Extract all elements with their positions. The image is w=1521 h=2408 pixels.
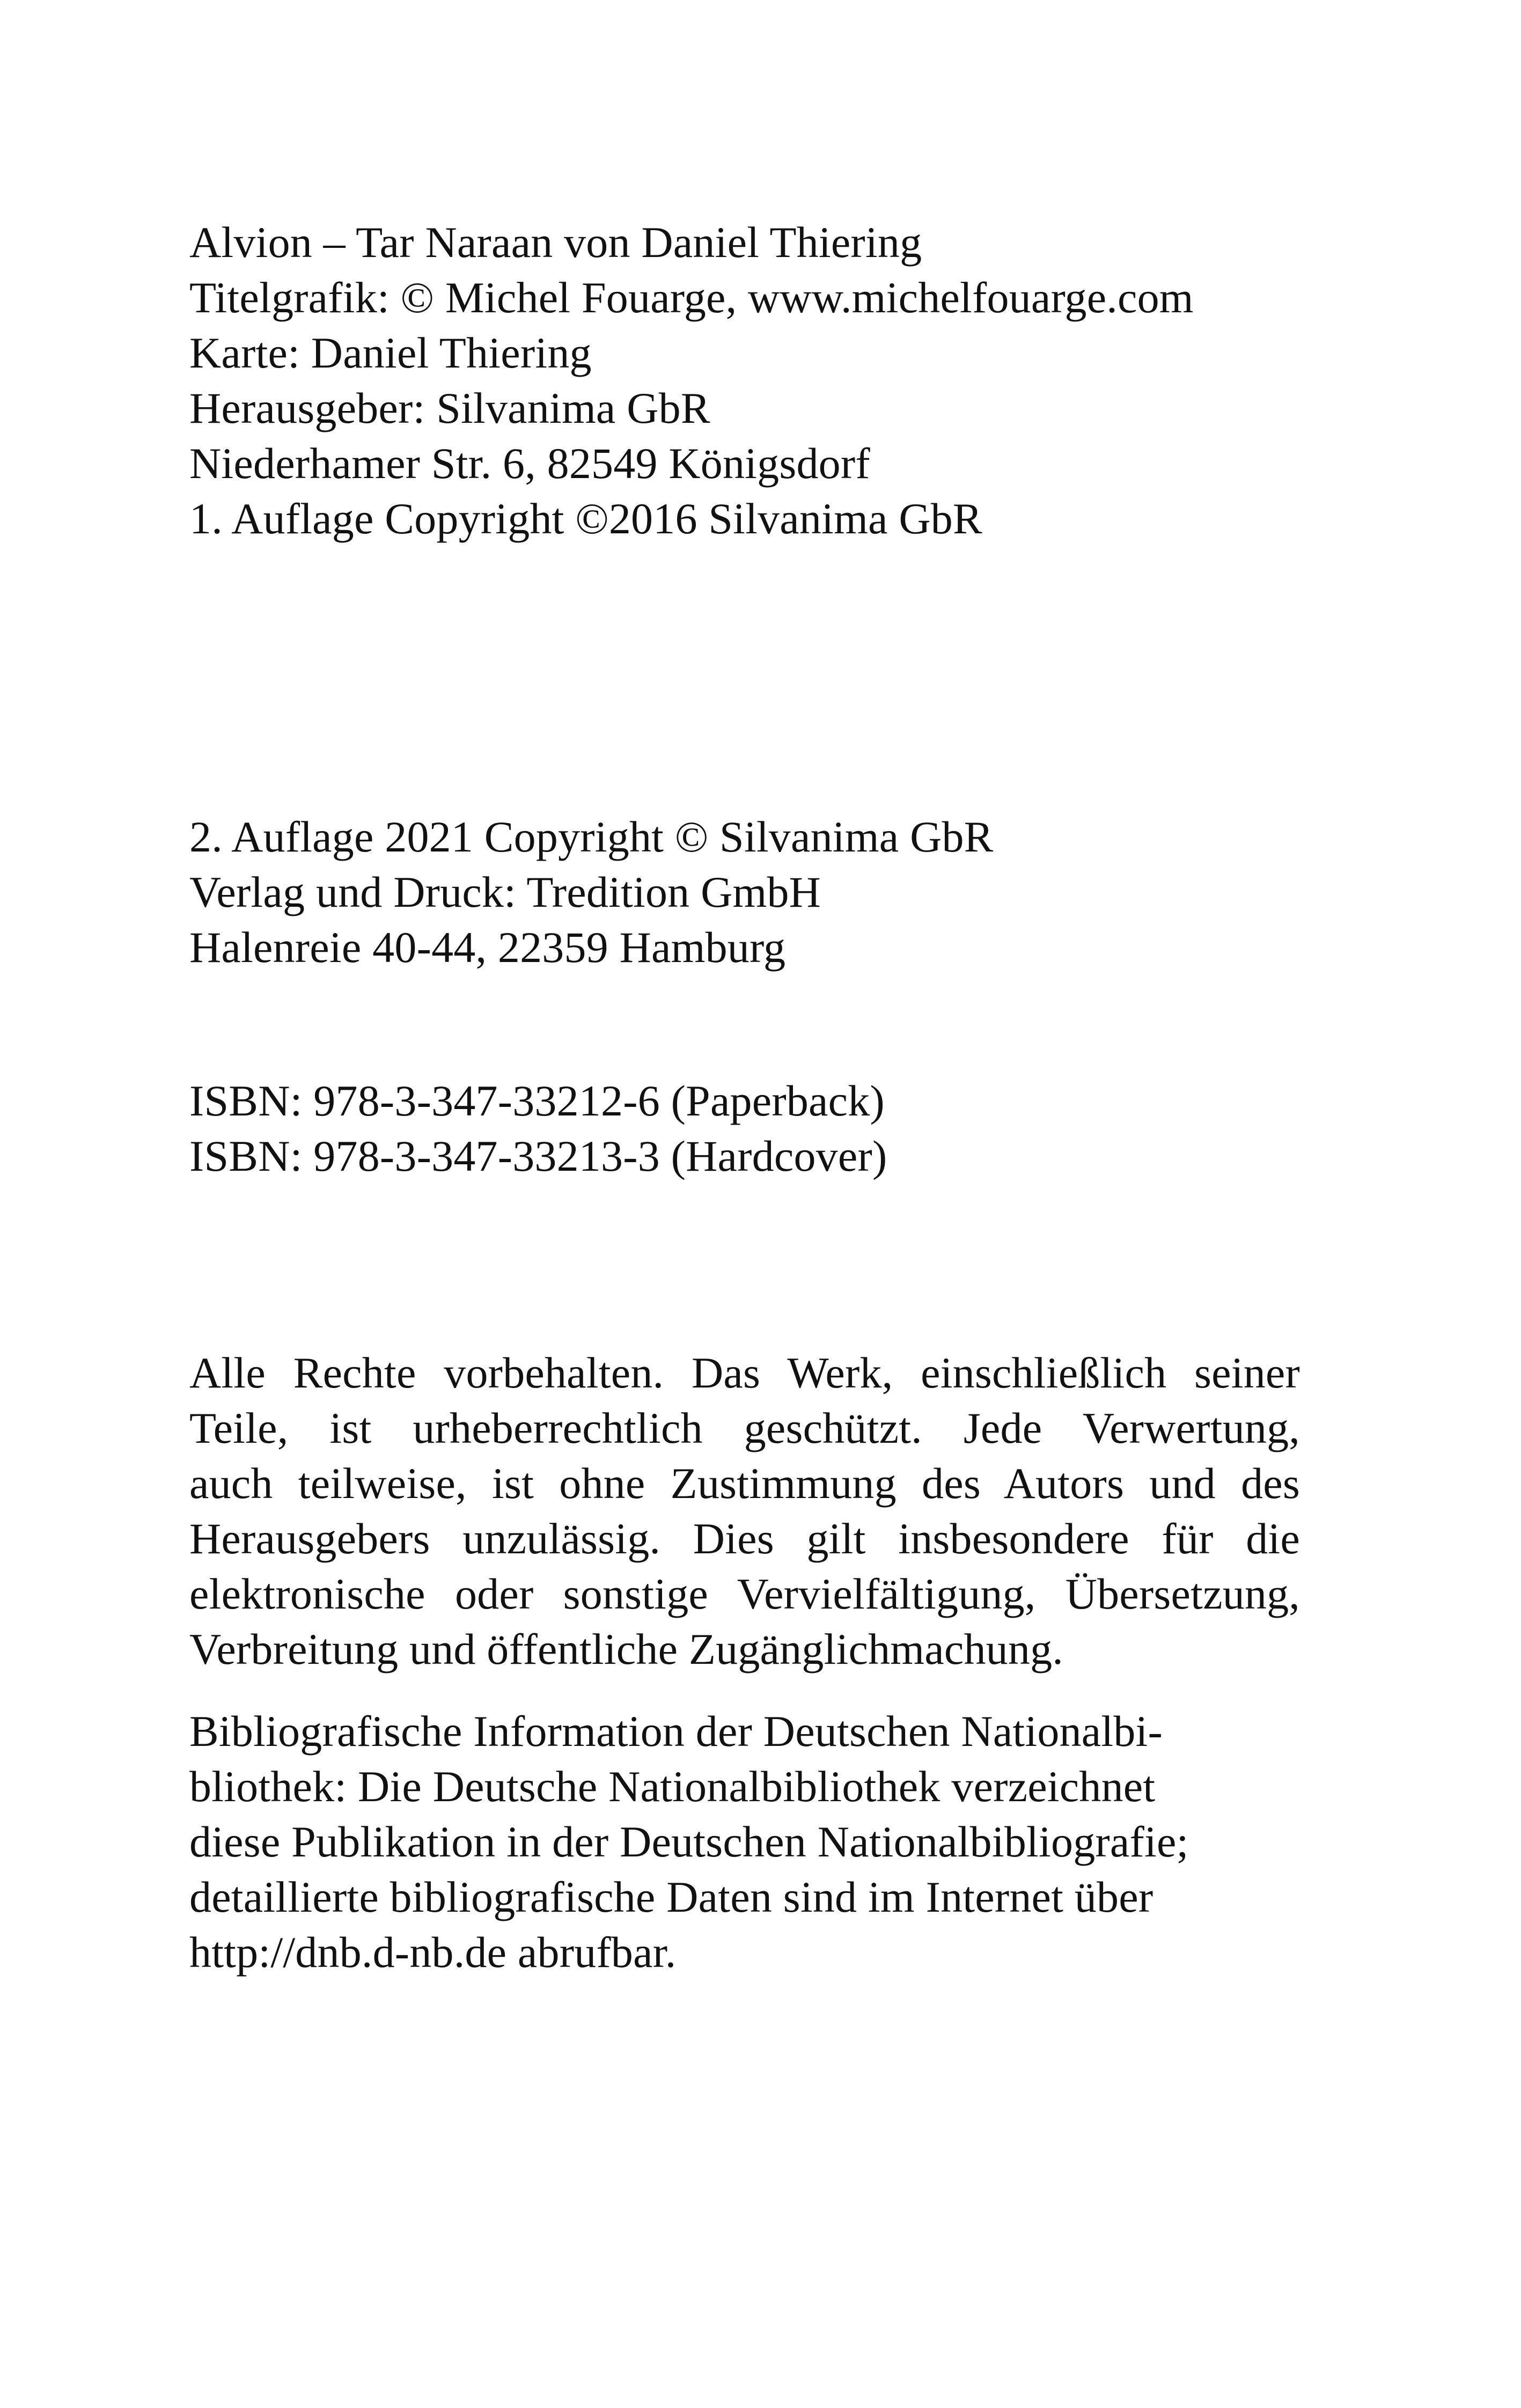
rights-line: Teile, ist urheberrechtlich geschützt. Jede Verwertung, — [189, 1404, 1300, 1452]
printer-line: Verlag und Druck: Tredition GmbH — [189, 868, 821, 916]
rights-notice — [189, 1345, 1300, 1677]
rights-line: Herausgebers unzulässig. Dies gilt insbesondere für die — [189, 1514, 1300, 1563]
rights-line: auch teilweise, ist ohne Zustimmung des Autors und des — [189, 1459, 1300, 1508]
printer-address-line: Halenreie 40-44, 22359 Hamburg — [189, 923, 786, 972]
bibliography-line: detaillierte bibliografische Daten sind im Internet über — [189, 1873, 1153, 1921]
rights-line: Alle Rechte vorbehalten. Das Werk, einschließlich seiner — [189, 1348, 1300, 1397]
bibliography-line: Bibliografische Information der Deutschen Nationalbi- — [189, 1707, 1163, 1756]
bibliographic-notice — [189, 1704, 1300, 1980]
bibliography-line: diese Publikation in der Deutschen Nationalbibliografie; — [189, 1817, 1189, 1866]
publisher-address-line: Niederhamer Str. 6, 82549 Königsdorf — [189, 439, 870, 488]
rights-line: elektronische oder sonstige Vervielfältigung, Übersetzung, — [189, 1569, 1300, 1618]
isbn-block — [189, 1073, 1300, 1184]
publisher-line: Herausgeber: Silvanima GbR — [189, 384, 710, 432]
isbn-hardcover: ISBN: 978-3-347-33213-3 (Hardcover) — [189, 1132, 887, 1180]
map-credit-line: Karte: Daniel Thiering — [189, 328, 592, 377]
bibliography-line: bliothek: Die Deutsche Nationalbibliothek verzeichnet — [189, 1762, 1156, 1811]
imprint-block — [189, 215, 1300, 546]
isbn-paperback: ISBN: 978-3-347-33212-6 (Paperback) — [189, 1076, 885, 1125]
rights-line: Verbreitung und öffentliche Zugänglichmachung. — [189, 1625, 1063, 1673]
second-edition-line: 2. Auflage 2021 Copyright © Silvanima GbR — [189, 812, 994, 861]
cover-credit-line: Titelgrafik: © Michel Fouarge, www.michelfouarge.com — [189, 273, 1194, 322]
bibliography-line: http://dnb.d-nb.de abrufbar. — [189, 1928, 677, 1977]
first-edition-line: 1. Auflage Copyright ©2016 Silvanima GbR — [189, 494, 982, 543]
book-title-line: Alvion – Tar Naraan von Daniel Thiering — [189, 218, 922, 267]
edition-block — [189, 809, 1300, 975]
